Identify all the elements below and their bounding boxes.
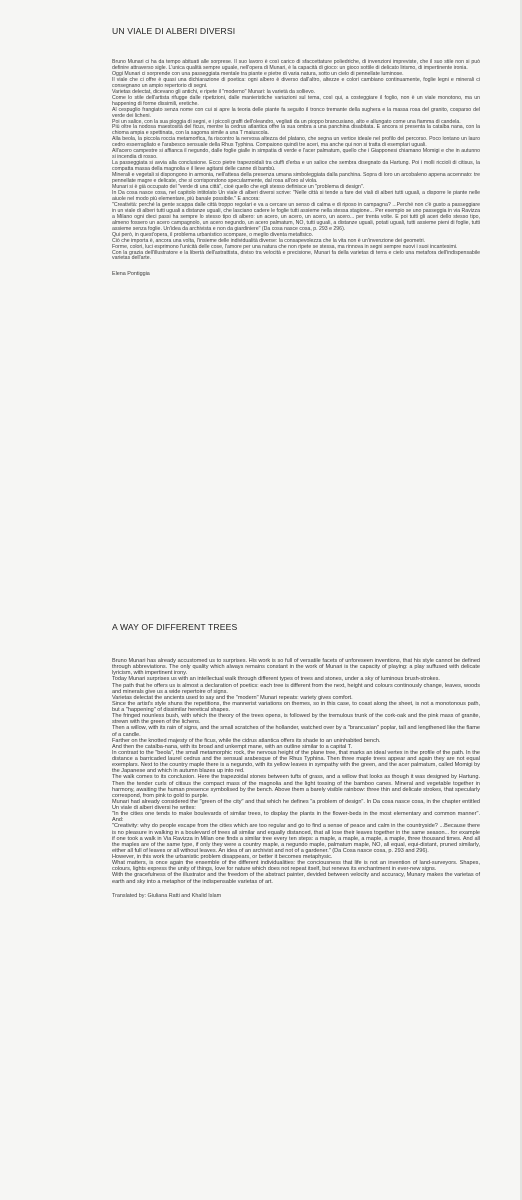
paragraph: Più oltre la nodosa maestosità del ficus, mentre la cedrus atlantica offre la sua ombra a una panchina disabitata. E ancora si presenta la catalba nana, con la chioma ampia e spettinata, con la sagoma simile a una T maiuscola. — [112, 124, 480, 137]
italian-signature: Elena Pontiggia — [112, 271, 150, 278]
paragraph: However, in this work the urbanistic problem disappears, or better it becomes metaphysic. — [112, 854, 333, 860]
paragraph: Today Munari surprises us with an intellectual walk through different types of trees and stones, under a sky of luminous brush-strokes. — [112, 676, 440, 683]
paragraph: Farther on the knotted majesty of the ficus, while the cidrus atlantica offers its shade to an uninhabited bench. — [112, 737, 381, 744]
paragraph: With the gracefulness of the illustrator and the freedom of the abstract painter, devided between velocity and accuracy, Munary makes the varietas of earth and sky into a metaphor of the indispensable varietas of art. — [112, 872, 480, 885]
paragraph: Varietas delectat the ancients used to say and the "modern" Munari repeats: variety gives comfort. — [112, 694, 353, 701]
paragraph: La passeggiata si avvia alla conclusione. Ecco pietre trapezoidali tra ciuffi d'erba e un salice che sembra disegnato da Hartung. Poi i molli riccioli di citisus, la compatta massa della magnolia e il lieve agitarsi delle canne di bambù. — [112, 160, 480, 173]
paragraph: Since the artist's style shuns the repetitions, the mannerist variations on themes, so in this case, to coast along the sheet, is not a monotonous path, but a "happening" of dissimilar heretical shapes. — [112, 700, 480, 713]
paragraph: Minerali e vegetali si dispongono in armonia, nell'attesa della presenza umana simboleggiata dalla panchina. Sopra di loro un arcobaleno appena accennato: tre pennellate magre e delicate, che si corrispondono specularmente, dal rosa all'oro al viola. — [112, 172, 480, 185]
paragraph: "Creatività: perché la gente scappa dalle città troppo regolari e va a cercare un senso di calma e di riposo in campagna? ...Perché non c'è gusto a passeggiare in un viale di alberi tutti uguali a distanze uguali, che lasciano cadere le foglie tutti assieme nella stessa stagione... Per esempio se uno passeggia in via Ravizza a Milano ogni dieci passi ha sempre lo stesso tipo di albero: un acero, un acero, un acero, un acero... per trenta volte. E poi tutti gli aceri dello stesso tipo, almeno fossero un acero campagnolo, un acero negundo, un acero palmatum, NO, tutti uguali, a distanze uguali, potati uguali, tutti assieme pieni di foglie, tutti assieme senza foglie. Un'idea da archivista e non da giardiniere" (Da cosa nasce cosa, p. 293 e 296). — [112, 201, 480, 232]
paragraph: The walk comes to its conclusion. Here the trapezoidal stones between tufts of grass, and a willow that looks as though it was designed by Hartung. Then the tender curls of citisus the compact mass of the magnolia and the light tossing of the bamboo canes. Mineral and vegetable together in harmony, awaiting the human presence symbolised by the bench. Above them a barely visible rainbow: three thin and delicate strokes, that specularly correspond, from pink to gold to purple. — [112, 774, 480, 799]
paragraph: In contrast to the "beola", the small metamorphic rock, the nervous height of the plane tree, that marks an ideal vertex in the profile of the path. In the distance a barricaded laurel cedrus and the sensual arabesque of the Rhus Typhina. Then three maple trees appear and again they are not equal exemplars. Next to the country maple there is a negundo, with its yellow leaves in sympathy with the green, and the acer palmatum, called Momigi by the Japanese and which in autumn blazes up into red. — [112, 749, 480, 775]
paragraph: "Creativity: why do people escape from the cities which are too regular and go to find a sense of peace and calm in the countryside? ...Because there is no pleasure in walking in a boulevard of trees all similar and equally distanced, that all lose their leaves together in the same season... for example if one took a walk in Via Ravizza in Milan one finds a similar tree every ten steps: a maple, a maple, a maple, a maple, three thousand times. And all the maples are of the same type, if only they were a country maple, a negundo maple, palmatum maple, NO, all equal, equi-distant, pruned similarly, either all full of leaves or all without leaves. An idea of an archivist and not of a gardener." (Da Cosa nasce cosa, p. 293 and 296). — [112, 823, 480, 854]
paragraph: In Da cosa nasce cosa, nel capitolo intitolato Un viale di alberi diversi scrive: "Nelle città si tende a fare dei viali di alberi tutti uguali, a disporre le piante nelle aiuole nel modo più elementare, più banale possibile." E ancora: — [112, 189, 480, 202]
english-title: A WAY OF DIFFERENT TREES — [112, 622, 238, 632]
paragraph: Forme, colori, luci esprimono l'unicità delle cose, l'amore per una natura che non ripete se stessa, ma rinnova in segni sempre nuovi i suoi incantesimi. — [112, 243, 458, 250]
paragraph: Qui però, in quest'opera, il problema urbanistico scompare, o meglio diventa metafisico. — [112, 231, 314, 238]
paragraph: Alla beola, la piccola roccia metamorfica, fa riscontro la nervosa altezza del platano, che segna un vertice ideale nel profilo del percorso. Poco lontano un lauro cedro esserragliato e l'arabesco sensuale della Rhus Typhina. Compaiono quindi tre aceri, ma anche qui non si tratta di esemplari uguali. — [112, 136, 480, 149]
paragraph: The fringed nounless bush, with which the theory of the trees opens, is followed by the tremulous trunk of the cork-oak and the pink mass of granite, strewn with the green of the lichens. — [112, 713, 480, 726]
paragraph: Bruno Munari has already accustomed us to surprises. His work is so full of versatile facets of unforeseen inventions, that his style cannot be defined through abbreviations. The only quality which always remains constant in the work of Munari is the capacity of playing: a play suffused with delicate lyricism, with impertinent irony. — [112, 658, 480, 677]
paragraph: Varietas delectat, dicevano gli antichi, e ripete il "moderno" Munari: la varietà da sollievo. — [112, 88, 316, 95]
paragraph: And then the catalba-nana, with its broad and unkempt mane, with an outline similar to a capital T. — [112, 743, 353, 750]
paragraph: Ciò che importa è, ancora una volta, l'insieme delle individualità diverse: la consapevolezza che la vita non è un'invenzione dei geometri. — [112, 237, 426, 244]
paragraph: Then a willow, with its rain of signs, and the small scratches of the hollander, watched over by a "brancusian" poplar, tall and lengthened like the flame of a candle. — [112, 725, 480, 738]
paragraph: Come lo stile dell'artista rifugge dalle ripetizioni, dalle manieristiche variazioni sul tema, così qui, a costeggiare il foglio, non è un viale monotono, ma un happening di forme dissimili, eretiche. — [112, 94, 480, 107]
italian-title: UN VIALE DI ALBERI DIVERSI — [112, 26, 236, 36]
paragraph: What matters, is once again the ensemble of the different individualities: the conciousness that life is not an invention of land-surveyors. Shapes, colours, lights express the unity of things, love for nature which does not repeat itself, but renews its enchantment in ever-new signs. — [112, 860, 480, 873]
paragraph: "In the cities one tends to make boulevards of similar trees, to display the plants in the flower-beds in the most elementary and common manner". And: — [112, 811, 480, 824]
italian-body — [112, 60, 480, 262]
paragraph: Bruno Munari ci ha da tempo abituati alle sorprese. Il suo lavoro è così carico di sfaccettature poliedriche, di invenzioni impreviste, che il suo stile non si può definire attraverso sigle. L'unica qualità sempre uguale, nell'opera di Munari, è la capacità di gioco: un gioco sottile di delicato lirismo, di impertinente ironia. — [112, 59, 480, 71]
english-section — [112, 622, 480, 899]
english-body — [112, 658, 480, 885]
paragraph: All'acero campestre si affianca il negundo, dalle foglie gialle in simpatia di verde e l'acer palmatum, quello che i Giapponesi chiamano Momigi e che in autunno si incendia di rosso. — [112, 148, 480, 161]
paragraph: The path that he offers us is almost a declaration of poetics: each tree is different from the next, height and colours continously change, leaves, woods and minerals give us a wide repertoire of signs. — [112, 682, 480, 695]
paragraph: Con la grazia dell'illustratore e la libertà dell'astrattista, diviso tra velocità e precisione, Munari fa della varietas di terra e cielo una metafora dell'indispensabile varietas dell'arte. — [112, 249, 480, 262]
paragraph: Al cespuglio frangiato senza nome con cui si apre la teoria delle piante fa seguito il tronco tremante della sughera e la massa rosa del granito, cosparso del verde dei licheni. — [112, 106, 480, 119]
paragraph: Munari had already considered the "green of the city" and that which he defines "a problem of design". In Da cosa nasce cosa, in the chapter entitled Un viale di alberi diversi he writes: — [112, 798, 480, 811]
paragraph: Oggi Munari ci sorprende con una passeggiata mentale tra piante e pietre di varia natura, sotto un cielo di pennellate luminose. — [112, 70, 404, 77]
paragraph: Poi un salice, con la sua pioggia di segni, e i piccoli graffi dell'oleandro, vegliati da un pioppo brancusiano, alto e allungato come una fiamma di candela. — [112, 118, 461, 125]
paragraph: Munari si è già occupato del "verde di una città", cioè quello che egli stesso definisce un "problema di design". — [112, 184, 365, 191]
paragraph: Il viale che ci offre è quasi una dichiarazione di poetica: ogni albero è diverso dall'altro, altezze e colori cambiano continuamente, foglie legni e minerali ci consegnano un ampio repertorio di segni. — [112, 76, 480, 89]
italian-section — [112, 26, 480, 277]
english-signature: Translated by: Giuliana Ratti and Khalid Islam — [112, 892, 222, 899]
